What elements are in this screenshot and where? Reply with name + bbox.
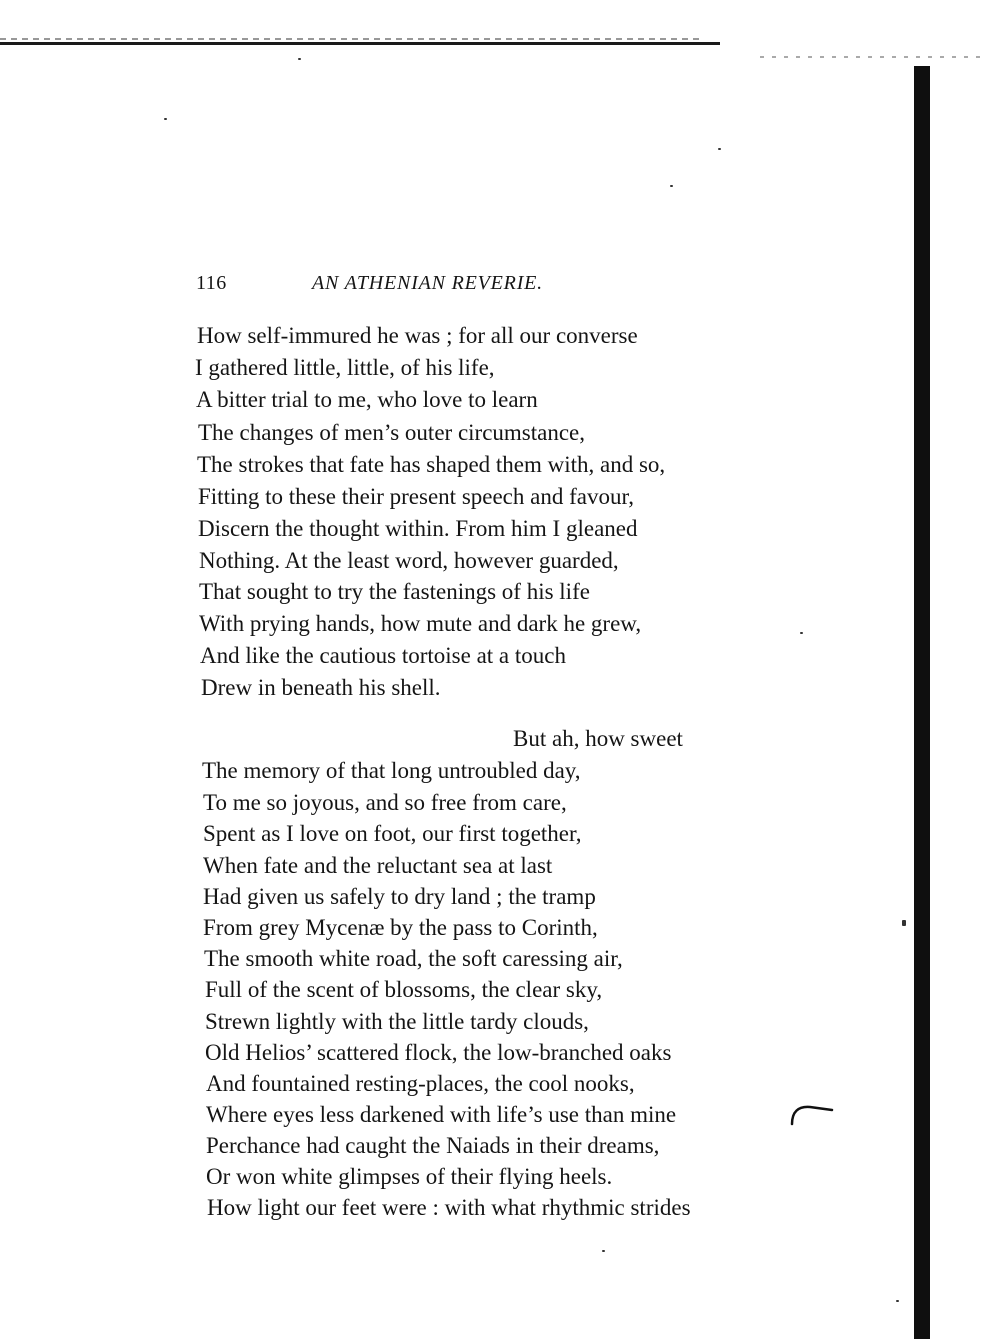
poem-line: Discern the thought within. From him I gleaned [198, 516, 638, 541]
poem-line: Nothing. At the least word, however guarded, [199, 548, 619, 573]
scan-speck [164, 118, 167, 120]
poem-line: But ah, how sweet [513, 726, 683, 751]
right-rule-texture [760, 56, 980, 58]
scan-speck [902, 920, 906, 926]
poem-line: The changes of men’s outer circumstance, [198, 420, 586, 445]
scan-speck [800, 632, 803, 634]
poem-line: Perchance had caught the Naiads in their dreams, [206, 1133, 660, 1158]
margin-bracket-icon [790, 1102, 834, 1126]
poem-line: A bitter trial to me, who love to learn [196, 387, 538, 412]
poem-line: When fate and the reluctant sea at last [203, 853, 553, 878]
scan-speck [298, 58, 301, 60]
page-edge-shadow [914, 66, 930, 1339]
poem-line: The memory of that long untroubled day, [202, 758, 581, 783]
poem-line: The strokes that fate has shaped them with, and so, [197, 452, 666, 477]
top-rule [0, 42, 720, 45]
scan-speck [602, 1250, 605, 1252]
poem-line: Or won white glimpses of their flying heels. [206, 1164, 613, 1189]
poem-line: Fitting to these their present speech and favour, [198, 484, 634, 509]
poem-line: To me so joyous, and so free from care, [203, 790, 567, 815]
poem-line: Old Helios’ scattered flock, the low-branched oaks [205, 1040, 672, 1065]
poem-line: The smooth white road, the soft caressing air, [204, 946, 623, 971]
scan-speck [718, 148, 721, 150]
poem-line: Where eyes less darkened with life’s use than mine [206, 1102, 677, 1127]
poem-line: I gathered little, little, of his life, [195, 355, 495, 380]
poem-line: With prying hands, how mute and dark he grew, [199, 611, 642, 636]
scan-speck [896, 1300, 899, 1302]
poem-line: How light our feet were : with what rhythmic strides [207, 1195, 691, 1220]
page-header [196, 272, 636, 300]
poem-line: How self-immured he was ; for all our converse [197, 323, 638, 348]
scan-speck [670, 185, 673, 187]
top-rule-texture [0, 38, 700, 40]
poem-line: Drew in beneath his shell. [201, 675, 441, 700]
page-number: 116 [196, 272, 227, 294]
poem-line: Spent as I love on foot, our first together, [203, 821, 582, 846]
poem-line: From grey Mycenæ by the pass to Corinth, [203, 915, 598, 940]
poem-line: And like the cautious tortoise at a touch [200, 643, 566, 668]
poem-line: That sought to try the fastenings of his life [199, 579, 590, 604]
running-title: AN ATHENIAN REVERIE. [312, 272, 543, 294]
poem-line: Had given us safely to dry land ; the tramp [203, 884, 596, 909]
poem-line: Strewn lightly with the little tardy clouds, [205, 1009, 589, 1034]
poem-line: Full of the scent of blossoms, the clear sky, [205, 977, 603, 1002]
poem-line: And fountained resting-places, the cool nooks, [206, 1071, 635, 1096]
